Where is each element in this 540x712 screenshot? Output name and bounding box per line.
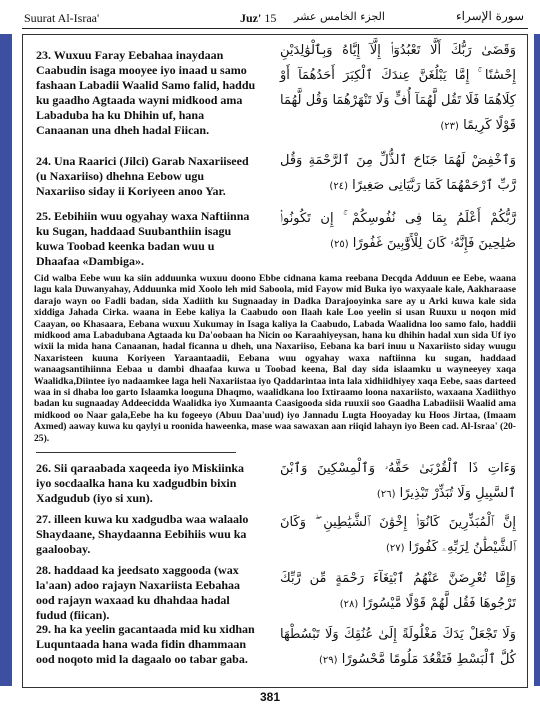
juz-arabic: الجزء الخامس عشر (294, 10, 385, 23)
arabic-verse-29: وَلَا تَجْعَلْ يَدَكَ مَغْلُولَةً إِلَىٰ عُنُقِكَ وَلَا تَبْسُطْهَا كُلَّ ٱلْبَسْطِ فَتَقْعُدَ مَلُومًا مَّحْسُورًا (٢٩) (280, 627, 516, 667)
verse-25-translation: 25. Eebihiin wuu ogyahay waxa Naftiinna ku Sugan, haddaad Suubanthiin isagu kuwa Toobad keenka badan wuu u Dhaafaa «Dambiga». (36, 209, 250, 268)
arabic-verse-23: وَقَضَىٰ رَبُّكَ أَلَّا تَعْبُدُوٓا۟ إِلَّآ إِيَّاهُ وَبِٱلْوَٰلِدَيْنِ إِحْسَٰنًا ۚ إِمَّا يَبْلُغَنَّ عِندَكَ ٱلْكِبَرَ أَحَدُهُمَآ أَوْ كِلَاهُمَا فَلَا تَقُل لَّهُمَآ أُفٍّ وَلَا تَنْهَرْهُمَا وَقُل لَّهُمَا قَوْلًا كَرِيمًا (٢٣) (280, 43, 516, 133)
arabic-verse-26: وَءَاتِ ذَا ٱلْقُرْبَىٰ حَقَّهُۥ وَٱلْمِسْكِينَ وَٱبْنَ ٱلسَّبِيلِ وَلَا تُبَذِّرْ تَبْذِيرًا (٢٦) (280, 461, 516, 501)
verse-number-marker: (٢٩) (319, 655, 338, 666)
surah-arabic: سورة الإسراء (456, 9, 524, 23)
verse-number-marker: (٢٥) (330, 239, 349, 250)
verse-number-marker: (٢٨) (339, 599, 359, 610)
verse-number-marker: (٢٣) (440, 121, 459, 132)
arabic-verse-28: وَإِمَّا تُعْرِضَنَّ عَنْهُمُ ٱبْتِغَآءَ رَحْمَةٍ مِّن رَّبِّكَ تَرْجُوهَا فَقُل لَّهُمْ قَوْلًا مَّيْسُورًا (٢٨) (280, 571, 516, 611)
verse-number-marker: (٢٦) (376, 489, 396, 500)
verse-29-translation: 29. ha ka yeelin gacantaada mid ku xidhan Luquntaada hana wada fidin dhammaan ood noqoto mid la dagaalo oo tabar gaba. (36, 622, 255, 666)
verse-24-translation: 24. Una Raarici (Jilci) Garab Naxariiseed (u Naxariiso) dhehna Eebow ugu Naxariiso siday ii Koriyeen anoo Yar. (36, 154, 249, 198)
left-accent-bar (0, 34, 12, 686)
page-number: 381 (259, 690, 281, 704)
page-header (22, 8, 528, 28)
commentary-paragraph: Cid walba Eebe wuu ka siin adduunka wuxuu doono Ebbe cidnana kama reebana Decqda Adduun ee Eebe, waana lagu kala Duwanyahay, Adduunka mid Xoolo leh mid Saboola, mid Fayow mid Buka iyo waxyaale kale, Aakharaase darajo wayn oo Fadli badan, sida Xadiith ku Sugnaaday in Dadka Darajooyinka sare ay u Arki kuwa kale sida xiddiga Jahada Cirka. waana in Eebe kaliya la Caabudo oon Ilaah kale Loo yeelin si usan Ruuxu u noqon mid Caayan, oo Khasaara, Eebana wuxuu Xukumay in Isaga kaliya la Caabudo, Labada Waalidna loo samo falo, haddii midkood ama Labadubana Agtaada ku Da'oobaan ha Nicin oo Karaahiyeysan, hana ku dhihin hadal xun sida Uf iyo wixii la mida hana Canaanan, hadal ficanna u dheh, una Naxariiso, Eebana ka bari inuu u Naxariisto siday wuugu Naxaristeen kuuna Koriyeen Yaraantaadii, Eebana wuu ogyahay waxa naftiinna ku sugan, haddaad wanaagsantihiinna Eebaa u dambi dhaafaa kuwa u Toobad keena, Bal day sida islaamku u wayneeyey xaqa Waalidka,Diintee iyo nadaamkee laga heli Naxariistaa iyo Qaddarintaa inta lala xidhiidhiyey xaqa Eebe, saas darteed waa in si dhaba loo garto Islaamka looguna Dhaqmo, waalidkana loo Ixtiraamo loona naxariisto, waxaana Xadiithyo badan ku sugnaaday Addeecidda Waalidka iyo Xumaanta Caasigooda sida ruuxii soo Gaadha Labadiisii Waalid ama midkood oo Naar gala,Eebe ha ku fogeeyo (Abuu Daa'uud) iyo Jannadu Lugta Hooyaday ku Hoos Jirtaa, (Imaam Axmed) aaway kuwa ku qaylyi u roonida haweenka, mase waa sawaxan aan riiqid lahayn iyo Been cad. Al-Israa' (20-25). (34, 273, 516, 444)
header-rule (22, 28, 528, 29)
right-accent-bar (534, 34, 540, 686)
surah-title: Suurat Al-Israa' (24, 11, 100, 25)
verse-28-translation: 28. haddaad ka jeedsato xaggooda (wax la'aan) adoo rajayn Naxariista Eebahaa ood rajayn waxaad ku dhahdaa hadal fudud (fiican). (36, 563, 241, 622)
section-divider (36, 452, 236, 453)
arabic-verse-25: رَّبُّكُمْ أَعْلَمُ بِمَا فِى نُفُوسِكُمْ ۚ إِن تَكُونُوا۟ صَٰلِحِينَ فَإِنَّهُۥ كَانَ لِلْأَوَّٰبِينَ غَفُورًا (٢٥) (280, 211, 516, 251)
verse-23-translation: 23. Wuxuu Faray Eebahaa inaydaan Caabudin isaga mooyee iyo inaad u samo fashaan Labadii Waalid Samo falid, haddu ku gaadho Agtaada wayni midkood ama Labaduba ha ku Dhihin uf, hana Canaanan una dheh hadal Fiican. (36, 48, 256, 137)
juz-number: 15 (264, 11, 277, 25)
juz-label: Juz' 15 (240, 11, 277, 25)
verse-26-translation: 26. Sii qaraabada xaqeeda iyo Miskiinka iyo socdaalka hana ku xadgudbin bixin Xadgudub (iyo si xun). (36, 461, 245, 505)
arabic-verse-27: إِنَّ ٱلْمُبَذِّرِينَ كَانُوٓا۟ إِخْوَٰنَ ٱلشَّيَٰطِينِ ۖ وَكَانَ ٱلشَّيْطَٰنُ لِرَبِّهِۦ كَفُورًا (٢٧) (280, 515, 516, 555)
verse-number-marker: (٢٤) (329, 181, 348, 192)
arabic-verse-24: وَٱخْفِضْ لَهُمَا جَنَاحَ ٱلذُّلِّ مِنَ ٱلرَّحْمَةِ وَقُل رَّبِّ ٱرْحَمْهُمَا كَمَا رَبَّيَانِى صَغِيرًا (٢٤) (280, 153, 516, 193)
verse-27-translation: 27. illeen kuwa ku xadgudba waa walaalo Shaydaane, Shaydaanna Eebihiis wuu ka gaaloobay. (36, 512, 249, 556)
verse-number-marker: (٢٧) (385, 543, 405, 554)
